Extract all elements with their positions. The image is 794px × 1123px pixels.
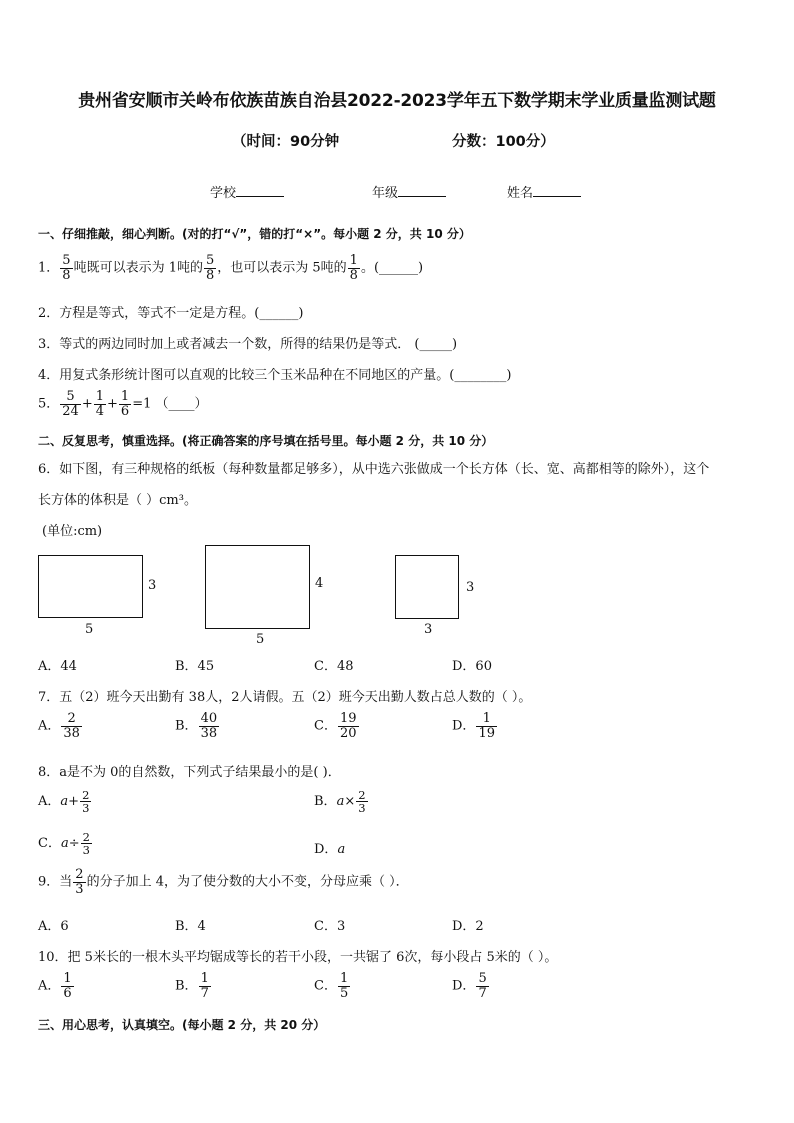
school-field[interactable] <box>210 182 284 201</box>
q10-d-fraction: $\frac{5}{7}$ <box>478 971 487 1001</box>
q10-option-b[interactable]: B． $\frac{1}{7}$ <box>175 971 209 1001</box>
q10-a-fraction: $\frac{1}{6}$ <box>63 971 72 1001</box>
q8-option-c[interactable]: C．a÷ $\frac{2}{3}$ <box>38 830 90 858</box>
question-8: 8．a是不为 0的自然数，下列式子结果最小的是( )． <box>38 765 341 780</box>
q7-option-c[interactable]: C． $\frac{19}{20}$ <box>314 711 357 741</box>
q8-option-b[interactable]: B．a× $\frac{2}{3}$ <box>314 788 366 816</box>
q9-option-a[interactable]: A．6 <box>38 919 69 934</box>
q9-fraction: $\frac{2}{3}$ <box>75 867 84 897</box>
q5-fraction-b: $\frac{1}{4}$ <box>95 389 105 419</box>
q8-a-fraction: $\frac{2}{3}$ <box>82 788 90 816</box>
question-3: 3．等式的两边同时加上或者减去一个数，所得的结果仍是等式． (_____) <box>38 337 458 352</box>
board-rect-3x3 <box>395 555 459 619</box>
q1-fraction-b: $\frac{5}{8}$ <box>205 253 215 283</box>
q9-option-b[interactable]: B．4 <box>175 919 206 934</box>
q10-option-d[interactable]: D． $\frac{5}{7}$ <box>452 971 487 1001</box>
q1-text-1: 吨既可以表示为 1吨的 <box>73 260 203 276</box>
q10-b-fraction: $\frac{1}{7}$ <box>200 971 209 1001</box>
question-6-line-2: 长方体的体积是（ ）cm³。 <box>38 493 197 508</box>
grade-label: 年级 <box>372 186 399 201</box>
q1-text-3: 。(______) <box>360 260 424 276</box>
q1-text-2: ，也可以表示为 5吨的 <box>217 260 347 276</box>
q1-fraction-c: $\frac{1}{8}$ <box>349 253 358 283</box>
grade-field[interactable] <box>372 182 446 201</box>
q6-option-a[interactable]: A．44 <box>38 659 77 674</box>
q7-d-fraction: $\frac{1}{19}$ <box>478 711 495 741</box>
exam-score: 分数：100分） <box>452 134 555 150</box>
school-blank[interactable] <box>236 184 284 197</box>
board-rect-5x4 <box>205 545 310 629</box>
question-4: 4．用复式条形统计图可以直观的比较三个玉米品种在不同地区的产量。(________) <box>38 368 512 383</box>
q5-fraction-a: $\frac{5}{24}$ <box>62 389 79 419</box>
q10-option-c[interactable]: C． $\frac{1}{5}$ <box>314 971 349 1001</box>
q7-a-fraction: $\frac{2}{38}$ <box>63 711 80 741</box>
question-10: 10．把 5米长的一根木头平均锯成等长的若干小段，一共锯了 6次，每小段占 5米的（ ）。 <box>38 950 558 965</box>
section3-heading: 三、用心思考，认真填空。(每小题 2 分，共 20 分） <box>38 1018 326 1032</box>
exam-title: 贵州省安顺市关岭布依族苗族自治县2022-2023学年五下数学期末学业质量监测试题 <box>78 91 716 111</box>
name-blank[interactable] <box>533 184 581 197</box>
q7-option-d[interactable]: D． $\frac{1}{19}$ <box>452 711 495 741</box>
q1-fraction-a: $\frac{5}{8}$ <box>62 253 71 283</box>
q6-option-b[interactable]: B．45 <box>175 659 215 674</box>
q5-fraction-c: $\frac{1}{6}$ <box>120 389 130 419</box>
board-3-width: 3 <box>424 622 433 637</box>
q10-c-fraction: $\frac{1}{5}$ <box>339 971 349 1001</box>
exam-time: （时间：90分钟 <box>232 134 340 150</box>
q8-option-a[interactable]: A．a+ $\frac{2}{3}$ <box>38 788 90 816</box>
board-2-height: 4 <box>315 576 324 591</box>
question-6-line-1: 6．如下图，有三种规格的纸板（每种数量都足够多），从中选六张做成一个长方体（长、宽、高都相等的除外），这个 <box>38 462 710 477</box>
board-1-width: 5 <box>85 622 94 637</box>
question-9: 9．当 $\frac{2}{3}$ 的分子加上 4，为了使分数的大小不变，分母应乘（ ）． <box>38 867 409 897</box>
name-field[interactable] <box>507 182 581 201</box>
q9-option-d[interactable]: D．2 <box>452 919 484 934</box>
q8-option-d[interactable]: D．a <box>314 842 346 857</box>
q7-option-b[interactable]: B． $\frac{40}{38}$ <box>175 711 218 741</box>
board-3-height: 3 <box>466 580 475 595</box>
q5-op-1: + <box>81 396 93 412</box>
board-rect-5x3 <box>38 555 143 618</box>
q10-option-a[interactable]: A． $\frac{1}{6}$ <box>38 971 72 1001</box>
q8-b-fraction: $\frac{2}{3}$ <box>358 788 366 816</box>
question-1 <box>38 254 423 282</box>
board-1-height: 3 <box>148 578 157 593</box>
question-5 <box>38 390 208 418</box>
q7-b-fraction: $\frac{40}{38}$ <box>200 711 218 741</box>
section2-heading: 二、反复思考，慎重选择。(将正确答案的序号填在括号里。每小题 2 分，共 10 分） <box>38 434 494 448</box>
grade-blank[interactable] <box>398 184 446 197</box>
q7-option-a[interactable]: A． $\frac{2}{38}$ <box>38 711 80 741</box>
board-2-width: 5 <box>256 632 265 647</box>
q6-option-c[interactable]: C．48 <box>314 659 354 674</box>
q5-number: 5． <box>38 396 60 412</box>
school-label: 学校 <box>210 186 237 201</box>
q6-option-d[interactable]: D．60 <box>452 659 492 674</box>
q8-c-fraction: $\frac{2}{3}$ <box>82 830 90 858</box>
name-label: 姓名 <box>507 186 534 201</box>
q7-c-fraction: $\frac{19}{20}$ <box>339 711 357 741</box>
question-7: 7．五（2）班今天出勤有 38人，2人请假。五（2）班今天出勤人数占总人数的（ ）。 <box>38 690 532 705</box>
q9-option-c[interactable]: C．3 <box>314 919 346 934</box>
q5-tail: =1 （____） <box>132 396 208 412</box>
unit-label: (单位:cm) <box>42 524 103 539</box>
question-2: 2．方程是等式，等式不一定是方程。(______) <box>38 306 304 321</box>
section1-heading: 一、仔细推敲，细心判断。(对的打“√”，错的打“×”。每小题 2 分，共 10 分） <box>38 227 471 241</box>
q1-number: 1． <box>38 260 60 276</box>
q5-op-2: + <box>107 396 118 412</box>
